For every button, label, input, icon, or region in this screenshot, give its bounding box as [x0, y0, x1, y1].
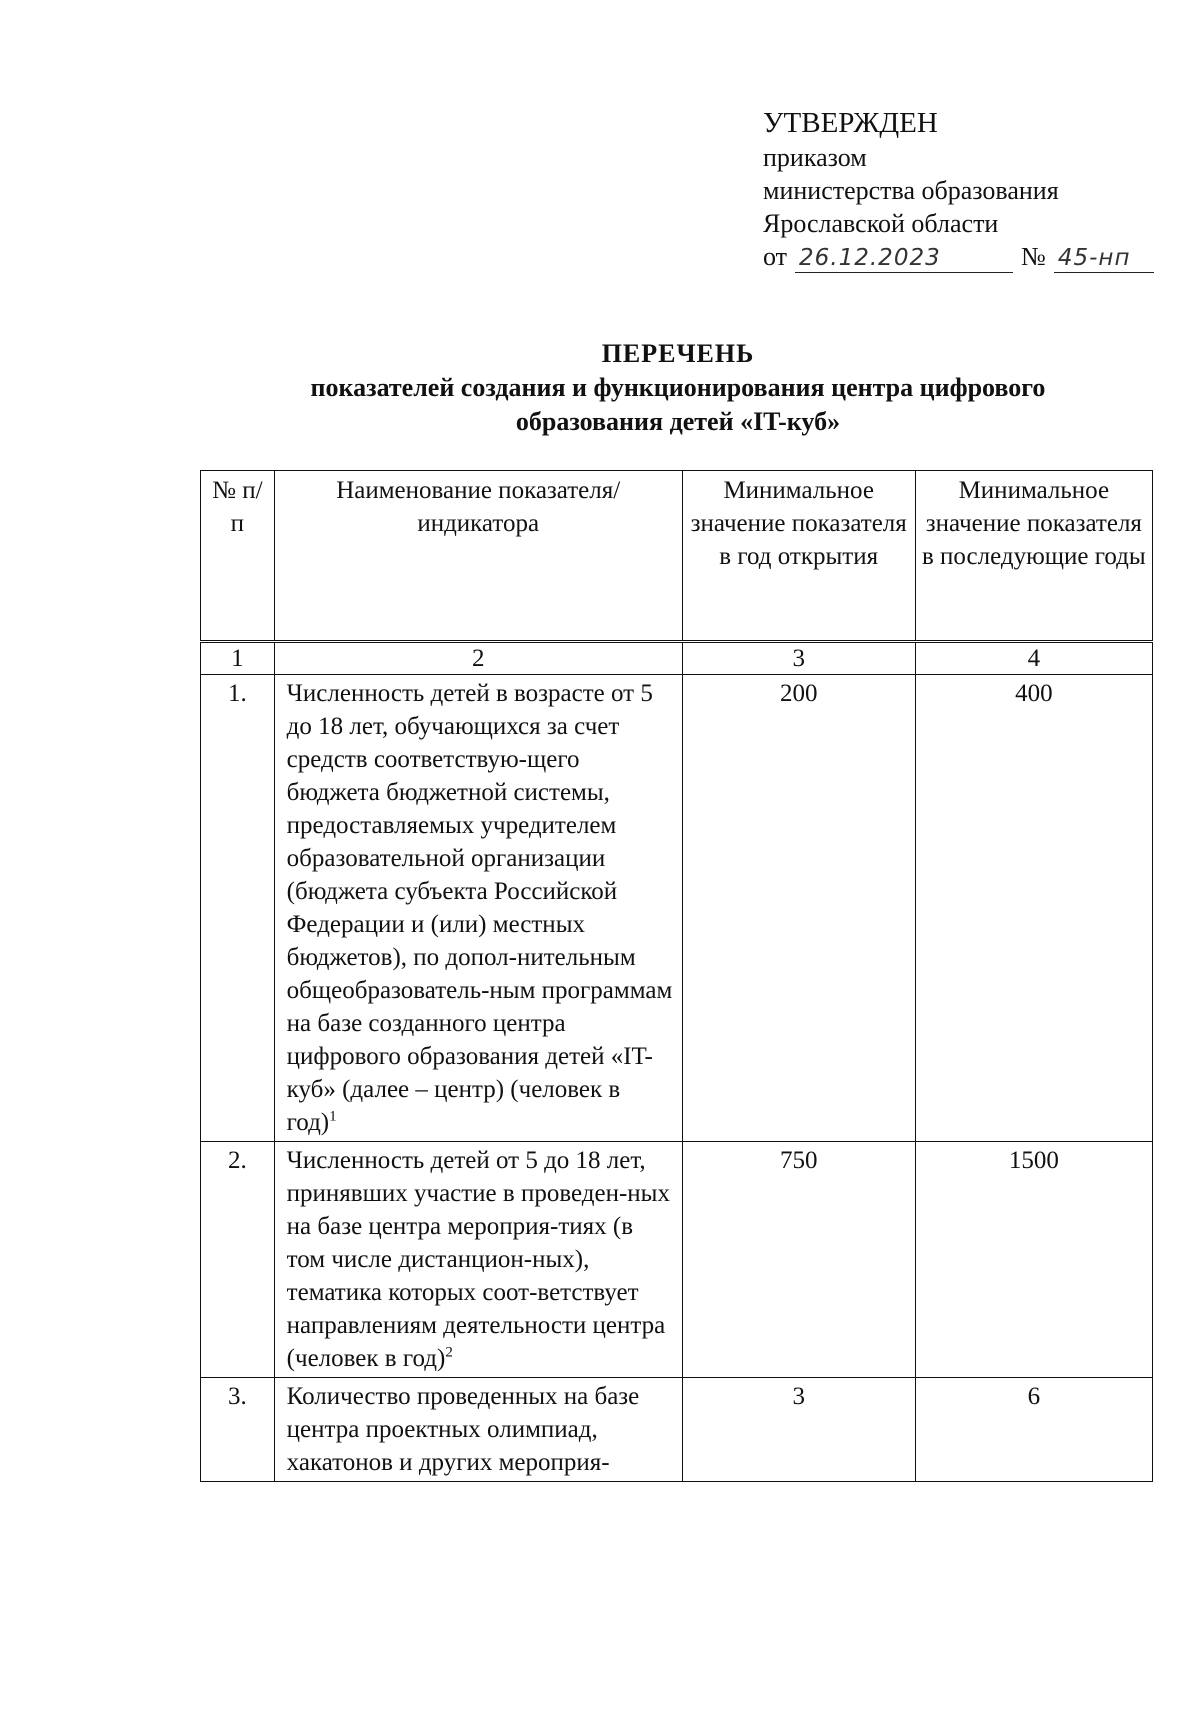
column-number-row	[201, 642, 1153, 675]
column-number: 4	[915, 642, 1152, 675]
handwritten-number: 45-нп	[1054, 244, 1154, 273]
approval-line-order: приказом	[763, 143, 867, 172]
header-next-years-value: Минимальное значение показателя в последующие годы	[915, 471, 1152, 642]
row-open-year-value: 200	[682, 675, 915, 1142]
row-number: 2.	[201, 1142, 275, 1378]
title-line-2: показателей создания и функционирования центра цифрового	[310, 373, 1046, 402]
handwritten-date: 26.12.2023	[795, 244, 1013, 273]
row-open-year-value: 3	[682, 1378, 915, 1482]
row-number: 3.	[201, 1378, 275, 1482]
indicators-table	[200, 470, 1153, 1482]
row-indicator-text: Численность детей от 5 до 18 лет, принявших участие в проведен-ных на базе центра мероприя-тиях (в том числе дистанцион-ных), тематика которых соот-ветствует направлениям деятельности центра (человек в год)	[286, 1147, 670, 1372]
footnote-marker: 1	[329, 1108, 337, 1125]
table-header-row	[201, 471, 1153, 642]
row-number: 1.	[201, 675, 275, 1142]
row-next-years-value: 1500	[915, 1142, 1152, 1378]
row-open-year-value: 750	[682, 1142, 915, 1378]
column-number: 2	[274, 642, 682, 675]
document-title	[150, 337, 1200, 439]
approval-heading: УТВЕРЖДЕН	[763, 107, 938, 139]
header-open-year-value: Минимальное значение показателя в год открытия	[682, 471, 915, 642]
header-number: № п/п	[201, 471, 275, 642]
approval-line-region: Ярославской области	[763, 209, 999, 238]
title-line-1: ПЕРЕЧЕНЬ	[601, 339, 755, 368]
row-next-years-value: 400	[915, 675, 1152, 1142]
column-number: 3	[682, 642, 915, 675]
title-line-3: образования детей «IT-куб»	[515, 407, 841, 436]
approval-date-line	[763, 240, 1154, 273]
row-indicator-text: Количество проведенных на базе центра проектных олимпиад, хакатонов и других мероприя-	[286, 1383, 640, 1476]
footnote-marker: 2	[445, 1344, 453, 1361]
table-row	[201, 675, 1153, 1142]
header-indicator-name: Наименование показателя/индикатора	[274, 471, 682, 642]
row-indicator-name	[274, 675, 682, 1142]
number-prefix: №	[1021, 242, 1046, 271]
row-next-years-value: 6	[915, 1378, 1152, 1482]
row-indicator-name	[274, 1142, 682, 1378]
date-prefix: от	[763, 242, 788, 271]
table-row	[201, 1142, 1153, 1378]
approval-line-ministry: министерства образования	[763, 176, 1059, 205]
row-indicator-name	[274, 1378, 682, 1482]
column-number: 1	[201, 642, 275, 675]
row-indicator-text: Численность детей в возрасте от 5 до 18 лет, обучающихся за счет средств соответствую-щего бюджета бюджетной системы, предоставляемых учредителем образовательной организации (бюджета субъекта Российской Федерации и (или) местных бюджетов), по допол-нительным общеобразователь-ным программам на базе созданного центра цифрового образования детей «IT-куб» (далее – центр) (человек в год)	[286, 680, 673, 1136]
approval-stamp	[763, 105, 1154, 273]
table-row	[201, 1378, 1153, 1482]
